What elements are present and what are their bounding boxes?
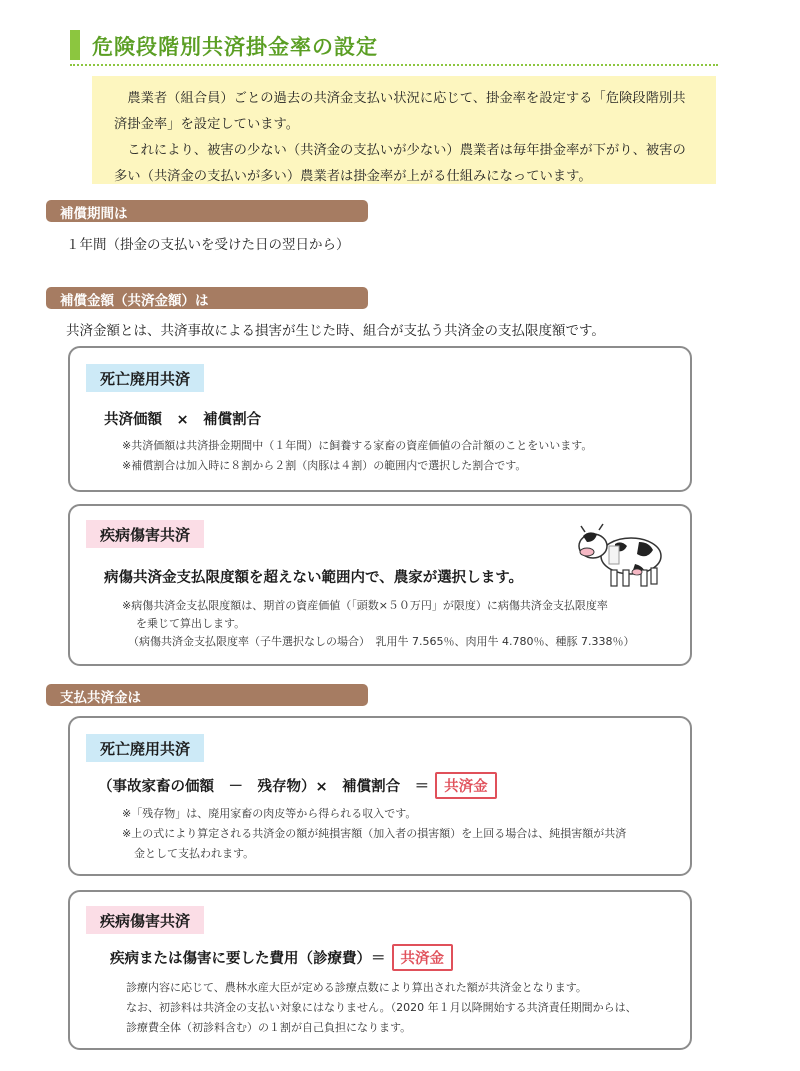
amount-death-box [68, 346, 692, 492]
amount-disease-note-3: （病傷共済金支払限度率（子牛選択なしの場合） 乳用牛 7.565％、肉用牛 4.780％、種豚 7.338％） [128, 635, 635, 648]
payment-disease-result-badge: 共済金 [392, 944, 454, 971]
cow-icon [575, 520, 665, 592]
title-accent [70, 30, 80, 60]
amount-text: 共済金額とは、共済事故による損害が生じた時、組合が支払う共済金の支払限度額です。 [66, 323, 605, 339]
amount-death-note-1: ※共済価額は共済掛金期間中（１年間）に飼養する家畜の資産価値の合計額のことをいいます。 [122, 439, 593, 452]
amount-disease-formula: 病傷共済金支払限度額を超えない範囲内で、農家が選択します。 [104, 570, 524, 586]
payment-disease-note-1: 診療内容に応じて、農林水産大臣が定める診療点数により算出された額が共済金となります。 [126, 981, 587, 994]
tag-death: 死亡廃用共済 [86, 364, 204, 392]
payment-disease-note-2: なお、初診料は共済金の支払い対象にはなりません。（2020 年１月以降開始する共済責任期間からは、 [126, 1001, 637, 1014]
section-heading-payment: 支払共済金は [46, 684, 368, 706]
tag-disease: 疾病傷害共済 [86, 520, 204, 548]
payment-disease-note-3: 診療費全体（初診料含む）の１割が自己負担になります。 [126, 1021, 412, 1034]
payment-death-note-3: 金として支払われます。 [134, 847, 255, 860]
payment-death-note-2: ※上の式により算定される共済金の額が純損害額（加入者の損害額）を上回る場合は、純損害額が共済 [122, 827, 627, 840]
page-title-bar [70, 28, 718, 66]
amount-disease-note-1: ※病傷共済金支払限度額は、期首の資産価値（「頭数×５０万円」が限度）に病傷共済金支払限度率 [122, 599, 608, 612]
tag-payment-disease: 疾病傷害共済 [86, 906, 204, 934]
amount-disease-note-2: を乗じて算出します。 [136, 617, 246, 630]
payment-disease-box [68, 890, 692, 1050]
section-heading-period: 補償期間は [46, 200, 368, 222]
payment-death-result-badge: 共済金 [435, 772, 497, 799]
page-title: 危険段階別共済掛金率の設定 [92, 35, 378, 59]
payment-death-box [68, 716, 692, 876]
payment-disease-formula-text: 疾病または傷害に要した費用（診療費）＝ [110, 951, 386, 967]
payment-disease-formula [110, 944, 453, 971]
payment-death-formula-text: （事故家畜の価額 － 残存物）× 補償割合 ＝ [98, 779, 430, 795]
payment-death-note-1: ※「残存物」は、廃用家畜の肉皮等から得られる収入です。 [122, 807, 417, 820]
amount-death-formula: 共済価額 × 補償割合 [104, 412, 262, 428]
section-heading-amount: 補償金額（共済金額）は [46, 287, 368, 309]
payment-death-formula [98, 772, 497, 799]
amount-death-note-2: ※補償割合は加入時に８割から２割（肉豚は４割）の範囲内で選択した割合です。 [122, 459, 527, 472]
intro-box [92, 76, 716, 184]
intro-paragraph-1: 農業者（組合員）ごとの過去の共済金支払い状況に応じて、掛金率を設定する「危険段階別共済掛金率」を設定しています。 [114, 91, 686, 132]
period-text: １年間（掛金の支払いを受けた日の翌日から） [66, 237, 350, 253]
tag-payment-death: 死亡廃用共済 [86, 734, 204, 762]
intro-paragraph-2: これにより、被害の少ない（共済金の支払いが少ない）農業者は毎年掛金率が下がり、被害の多い（共済金の支払いが多い）農業者は掛金率が上がる仕組みになっています。 [114, 143, 686, 184]
